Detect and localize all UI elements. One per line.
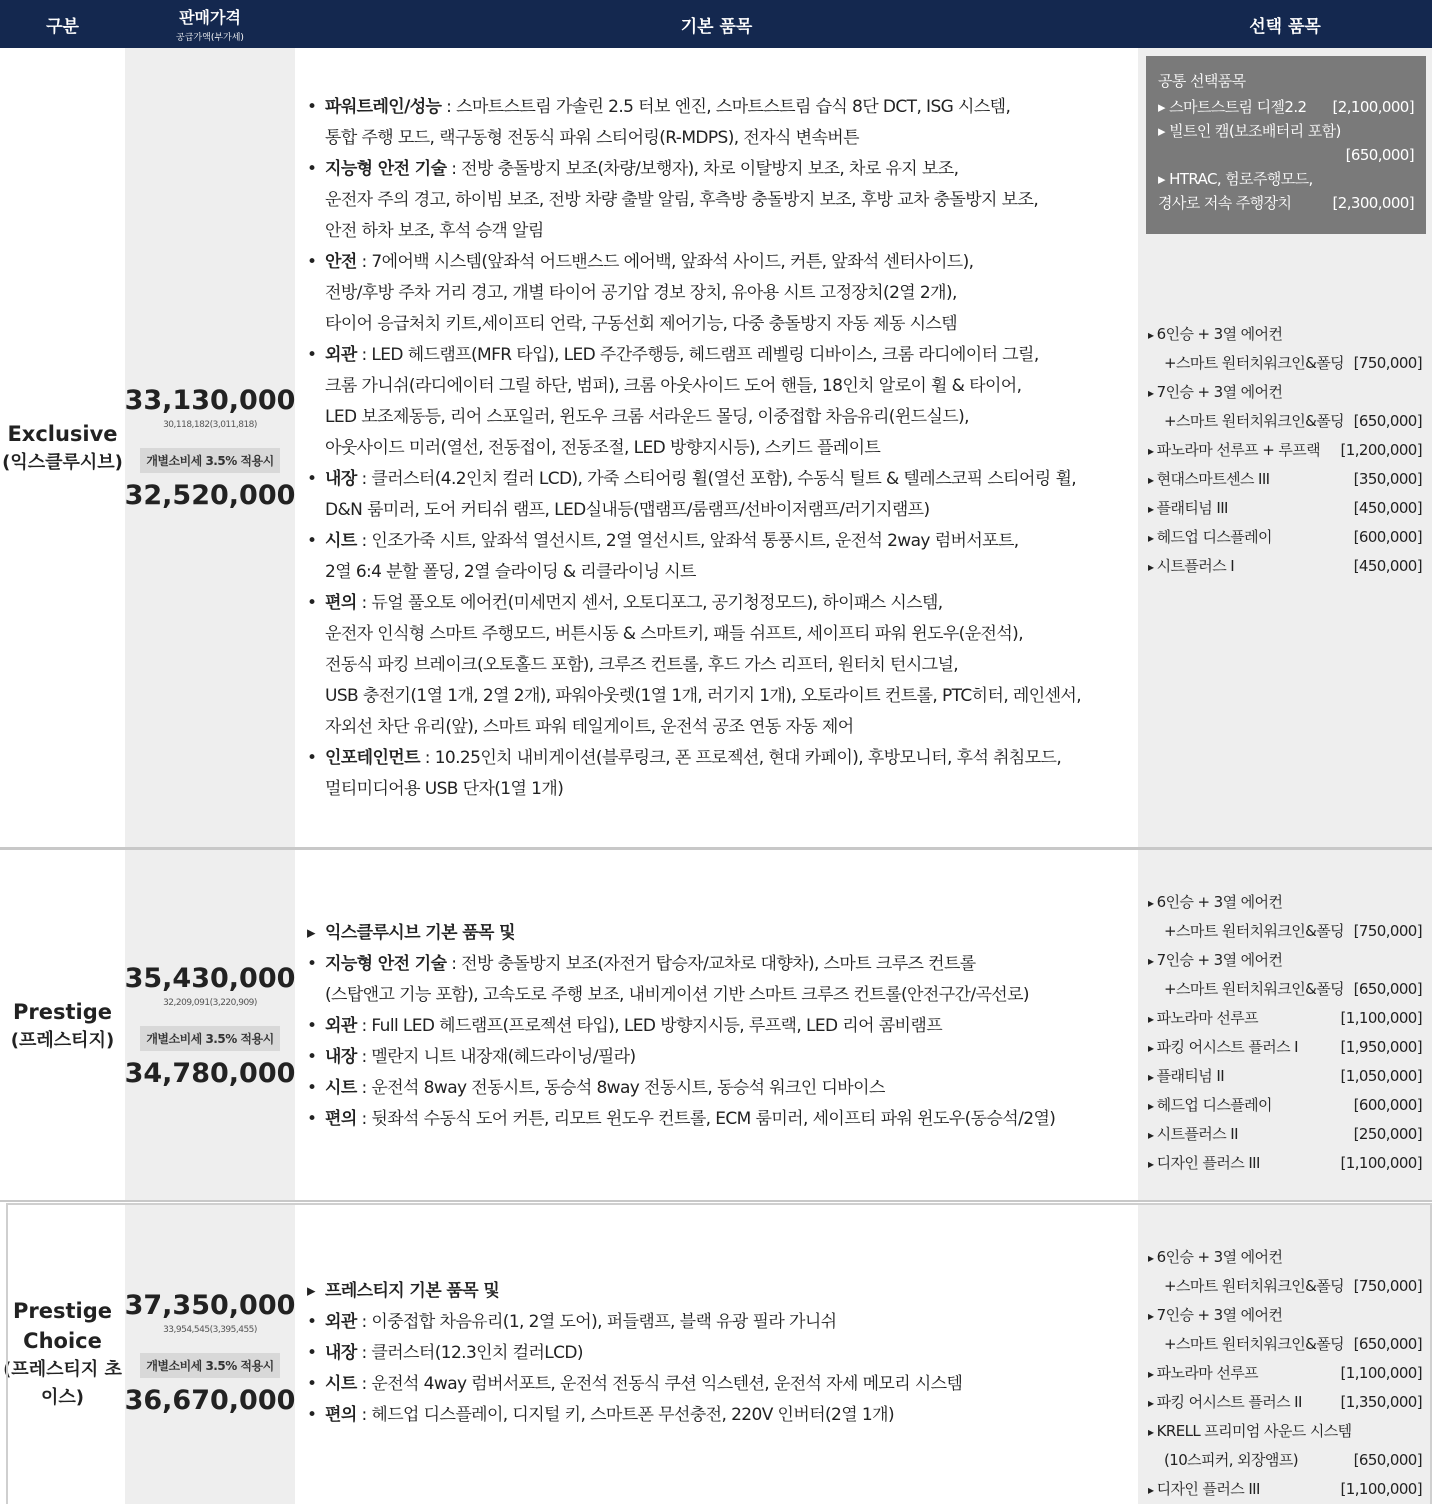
price-cell [125,1203,295,1504]
optional-item-name: ▸ 파노라마 선루프 + 루프랙 [1148,436,1320,465]
basic-item [305,949,1138,1011]
optional-item-name: +스마트 원터치워크인&폴딩 [1164,1335,1345,1353]
grade-name-ko: (익스클루시브) [2,452,123,473]
basic-item [305,588,1138,743]
optional-item [1148,1272,1422,1301]
basic-item-line: 타이어 응급처치 키트,세이프티 언락, 구동선회 제어기능, 다중 충돌방지 자동 제동 시스템 [325,313,958,334]
tax-applied-price: 34,780,000 [124,1057,296,1089]
price-cell [125,850,295,1202]
basic-item [305,92,1138,154]
common-options-title: 공통 선택품목 [1158,72,1246,90]
basic-item-line: 편의 : 뒷좌석 수동식 도어 커튼, 리모트 윈도우 컨트롤, ECM 룸미러, 세이프티 파워 윈도우(동승석/2열) [325,1108,1056,1129]
optional-item [1148,407,1422,436]
basic-item-line: 2열 6:4 분할 폴딩, 2열 슬라이딩 & 리클라이닝 시트 [325,561,696,582]
basic-item-text: 듀얼 풀오토 에어컨(미세먼지 센서, 오토디포그, 공기청정모드), 하이패스 시스템, [371,592,943,613]
basic-item-line: 시트 : 운전석 4way 럼버서포트, 운전석 전동식 쿠션 익스텐션, 운전석 자세 메모리 시스템 [325,1374,963,1394]
basic-item-text: 전방 충돌방지 보조(차량/보행자), 차로 이탈방지 보조, 차로 유지 보조, [461,158,959,179]
basic-item-line: LED 보조제동등, 리어 스포일러, 윈도우 크롬 서라운드 몰딩, 이중접합 차음유리(윈드실드), [325,406,969,427]
optional-item [1148,349,1422,378]
basic-item [305,1104,1138,1135]
basic-items [295,850,1138,1202]
grade-section [0,850,1432,1202]
basic-item-title: 안전 [325,251,357,272]
optional-item-name: (10스피커, 외장앰프) [1164,1451,1298,1469]
optional-item-price: [650,000] [1353,412,1422,430]
optional-item-name: ▸ 헤드업 디스플레이 [1148,1091,1272,1120]
optional-item-price: [450,000] [1353,557,1422,575]
optional-item [1148,1446,1422,1475]
basic-item-line [325,1276,1138,1307]
basic-item-title: 내장 [325,1343,357,1363]
bullet-icon: • [307,953,317,974]
optional-item-price: [600,000] [1353,1096,1422,1114]
optional-item-name: +스마트 원터치워크인&폴딩 [1164,412,1345,430]
optional-item [1148,494,1422,523]
optional-items [1138,1203,1432,1504]
optional-items [1138,850,1432,1202]
basic-item [305,1307,1138,1338]
basic-item [305,918,1138,949]
optional-item-name: ▸ 7인승 + 3열 에어컨 [1148,378,1282,407]
optional-item-name: ▸ 플래티넘 II [1148,1062,1224,1091]
basic-item-line: 크롬 가니쉬(라디에이터 그릴 하단, 범퍼), 크롬 아웃사이드 도어 핸들, 18인치 알로이 휠 & 타이어, [325,375,1022,396]
basic-item-line: 안전 : 7에어백 시스템(앞좌석 어드밴스드 에어백, 앞좌석 사이드, 커튼, 앞좌석 센터사이드), [325,251,974,272]
basic-item-title: 내장 [325,1046,357,1067]
basic-item-text: 10.25인치 내비게이션(블루링크, 폰 프로젝션, 현대 카페이), 후방모니터, 후석 취침모드, [434,747,1062,768]
supply-price: 30,118,182(3,011,818) [163,419,257,430]
grade-name [0,1203,125,1504]
section-divider [0,1200,1432,1202]
basic-item-title: 편의 [325,1405,357,1425]
optional-item [1148,1475,1422,1504]
optional-item-price: [1,100,000] [1340,1009,1422,1027]
price-cell [125,48,295,848]
supply-price: 32,209,091(3,220,909) [163,997,257,1008]
tax-applied-price: 32,520,000 [124,479,296,511]
grade-name-en: Prestige Choice [12,1298,112,1353]
basic-item-line: 시트 : 인조가죽 시트, 앞좌석 열선시트, 2열 열선시트, 앞좌석 통풍시트, 운전석 2way 럼버서포트, [325,530,1019,551]
optional-item-price: [750,000] [1353,922,1422,940]
common-option-price: [2,100,000] [1332,98,1414,116]
basic-item-title: 지능형 안전 기술 [325,953,447,974]
optional-item-price: [600,000] [1353,528,1422,546]
grade-name [0,850,125,1202]
optional-item-name: ▸ 6인승 + 3열 에어컨 [1148,1243,1282,1272]
optional-item [1148,1033,1422,1062]
optional-items [1138,48,1432,848]
basic-item-line: 편의 : 헤드업 디스플레이, 디지털 키, 스마트폰 무선충전, 220V 인버터(2열 1개) [325,1405,894,1425]
basic-item-title: 파워트레인/성능 [325,96,442,117]
bullet-icon: • [307,468,317,489]
basic-item-line: 전동식 파킹 브레이크(오토홀드 포함), 크루즈 컨트롤, 후드 가스 리프터, 원터치 턴시그널, [325,654,959,675]
optional-items-list [1148,1243,1422,1504]
basic-items [295,48,1138,848]
basic-item-title: 시트 [325,530,357,551]
tax-badge: 개별소비세 3.5% 적용시 [140,448,279,473]
basic-item-text: 클러스터(4.2인치 컬러 LCD), 가죽 스티어링 휠(열선 포함), 수동식 틸트 & 텔레스코픽 스티어링 휠, [371,468,1077,489]
optional-item-price: [650,000] [1353,1335,1422,1353]
basic-item [305,1400,1138,1431]
basic-item [305,247,1138,340]
basic-item-line: 운전자 인식형 스마트 주행모드, 버튼시동 & 스마트키, 패들 쉬프트, 세이프티 파워 윈도우(운전석), [325,623,1024,644]
optional-item [1148,1243,1422,1272]
optional-item-price: [650,000] [1353,980,1422,998]
table-header [0,0,1432,48]
basic-item-line: 파워트레인/성능 : 스마트스트림 가솔린 2.5 터보 엔진, 스마트스트림 습식 8단 DCT, ISG 시스템, [325,96,1011,117]
optional-item-price: [250,000] [1353,1125,1422,1143]
bullet-icon: • [307,344,317,365]
sale-price: 33,130,000 [124,384,296,416]
optional-item-name: ▸ 현대스마트센스 III [1148,465,1270,494]
basic-items-list [295,918,1138,1135]
basic-item-title: 내장 [325,468,357,489]
optional-item-name: ▸ 시트플러스 II [1148,1120,1238,1149]
basic-item-text: 운전석 8way 전동시트, 동승석 8way 전동시트, 동승석 워크인 디바이스 [371,1077,885,1098]
optional-item-name: ▸ 6인승 + 3열 에어컨 [1148,320,1282,349]
basic-item-line: 내장 : 멜란지 니트 내장재(헤드라이닝/필라) [325,1046,636,1067]
basic-item-line: 인포테인먼트 : 10.25인치 내비게이션(블루링크, 폰 프로젝션, 현대 카페이), 후방모니터, 후석 취침모드, [325,747,1062,768]
basic-item [305,743,1138,805]
basic-item [305,1042,1138,1073]
optional-item-price: [750,000] [1353,354,1422,372]
common-option-item [1146,167,1426,191]
optional-item-price: [750,000] [1353,1277,1422,1295]
basic-item-title: 외관 [325,1015,357,1036]
optional-items-list [1148,888,1422,1178]
common-option-item [1146,191,1426,215]
basic-item [305,1073,1138,1104]
basic-item-text: 헤드업 디스플레이, 디지털 키, 스마트폰 무선충전, 220V 인버터(2열 1개) [371,1405,894,1425]
optional-item [1148,1359,1422,1388]
tax-badge: 개별소비세 3.5% 적용시 [140,1353,279,1378]
basic-item-title: 시트 [325,1077,357,1098]
basic-item-text: 클러스터(12.3인치 컬러LCD) [371,1343,583,1363]
bullet-icon: • [307,1046,317,1067]
basic-item-line: 외관 : Full LED 헤드램프(프로젝션 타입), LED 방향지시등, 루프랙, LED 리어 콤비램프 [325,1015,943,1036]
sale-price: 37,350,000 [124,1290,296,1321]
bullet-icon: • [307,1343,317,1363]
optional-item [1148,378,1422,407]
header-grade: 구분 [46,16,79,37]
optional-item [1148,975,1422,1004]
bullet-icon: • [307,747,317,768]
basic-item-title: 편의 [325,592,357,613]
basic-item-line: 내장 : 클러스터(4.2인치 컬러 LCD), 가죽 스티어링 휠(열선 포함), 수동식 틸트 & 텔레스코픽 스티어링 휠, [325,468,1077,489]
optional-item [1148,523,1422,552]
basic-item-line: (스탑앤고 기능 포함), 고속도로 주행 보조, 내비게이션 기반 스마트 크루즈 컨트롤(안전구간/곡선로) [325,984,1029,1005]
optional-item-name: ▸ 파킹 어시스트 플러스 II [1148,1388,1302,1417]
basic-item-text: Full LED 헤드램프(프로젝션 타입), LED 방향지시등, 루프랙, LED 리어 콤비램프 [371,1015,943,1036]
grade-name-en: Exclusive [7,422,118,446]
optional-item-name: ▸ 파노라마 선루프 [1148,1004,1258,1033]
optional-item [1148,436,1422,465]
optional-item-price: [1,100,000] [1340,1364,1422,1382]
basic-item-line: 시트 : 운전석 8way 전동시트, 동승석 8way 전동시트, 동승석 워크인 디바이스 [325,1077,885,1098]
header-price-sub: 공급가액(부가세) [176,33,244,43]
supply-price: 33,954,545(3,395,455) [163,1325,257,1335]
basic-item [305,1276,1138,1307]
optional-item [1148,1091,1422,1120]
common-option-item [1146,95,1426,119]
basic-item [305,1011,1138,1042]
basic-item-text: 뒷좌석 수동식 도어 커튼, 리모트 윈도우 컨트롤, ECM 룸미러, 세이프티 파워 윈도우(동승석/2열) [371,1108,1056,1129]
sale-price: 35,430,000 [124,962,296,994]
header-optional-items: 선택 품목 [1249,16,1321,37]
basic-item-title: 인포테인먼트 [325,747,420,768]
optional-item-price: [1,100,000] [1340,1154,1422,1172]
optional-item-name: ▸ 디자인 플러스 III [1148,1475,1260,1504]
header-price [125,0,295,48]
optional-item [1148,946,1422,975]
basic-item-text: 인조가죽 시트, 앞좌석 열선시트, 2열 열선시트, 앞좌석 통풍시트, 운전석 2way 럼버서포트, [371,530,1019,551]
basic-item-title: 외관 [325,344,357,365]
optional-item-name: ▸ 7인승 + 3열 에어컨 [1148,946,1282,975]
basic-item-text: 7에어백 시스템(앞좌석 어드밴스드 에어백, 앞좌석 사이드, 커튼, 앞좌석 센터사이드), [371,251,974,272]
basic-item [305,340,1138,464]
basic-item [305,526,1138,588]
basic-item-title: 편의 [325,1108,357,1129]
basic-item [305,464,1138,526]
bullet-icon: • [307,158,317,179]
bullet-icon: • [307,530,317,551]
optional-item-price: [450,000] [1353,499,1422,517]
grade-name-ko: (프레스티지) [10,1030,115,1051]
common-option-price: [2,300,000] [1332,194,1414,212]
optional-item [1148,1330,1422,1359]
basic-item-line: D&N 룸미러, 도어 커티쉬 램프, LED실내등(맵램프/룸램프/선바이저램프/러기지램프) [325,499,930,520]
optional-item-price: [1,050,000] [1340,1067,1422,1085]
basic-item-text: 스마트스트림 가솔린 2.5 터보 엔진, 스마트스트림 습식 8단 DCT, ISG 시스템, [456,96,1011,117]
basic-item-text: 운전석 4way 럼버서포트, 운전석 전동식 쿠션 익스텐션, 운전석 자세 메모리 시스템 [371,1374,963,1394]
optional-item-price: [350,000] [1353,470,1422,488]
optional-item [1148,1062,1422,1091]
basic-item-text: LED 헤드램프(MFR 타입), LED 주간주행등, 헤드램프 레벨링 디바이스, 크롬 라디에이터 그릴, [371,344,1039,365]
arrow-icon: ▸ [307,922,315,943]
basic-items-list [295,1276,1138,1431]
optional-item [1148,465,1422,494]
common-option-name: ▸ 스마트스트림 디젤2.2 [1158,98,1307,116]
basic-item-line: 편의 : 듀얼 풀오토 에어컨(미세먼지 센서, 오토디포그, 공기청정모드), 하이패스 시스템, [325,592,943,613]
optional-item-name: ▸ 파노라마 선루프 [1148,1359,1258,1388]
basic-items [295,1203,1138,1504]
basic-item-line: USB 충전기(1열 1개, 2열 2개), 파워아웃렛(1열 1개, 러기지 1개), 오토라이트 컨트롤, PTC히터, 레인센서, [325,685,1082,706]
bullet-icon: • [307,1015,317,1036]
optional-item-price: [1,200,000] [1340,441,1422,459]
optional-item-name: ▸ 헤드업 디스플레이 [1148,523,1272,552]
optional-item-name: ▸ 6인승 + 3열 에어컨 [1148,888,1282,917]
optional-item-name: +스마트 원터치워크인&폴딩 [1164,1277,1345,1295]
basic-item-line: 외관 : 이중접합 차음유리(1, 2열 도어), 퍼들램프, 블랙 유광 필라 가니쉬 [325,1312,837,1332]
optional-item-name: ▸ 파킹 어시스트 플러스 I [1148,1033,1298,1062]
basic-item-text: 이중접합 차음유리(1, 2열 도어), 퍼들램프, 블랙 유광 필라 가니쉬 [371,1312,837,1332]
basic-item-text: 멜란지 니트 내장재(헤드라이닝/필라) [371,1046,636,1067]
basic-item-line: 지능형 안전 기술 : 전방 충돌방지 보조(차량/보행자), 차로 이탈방지 보조, 차로 유지 보조, [325,158,959,179]
basic-item [305,1369,1138,1400]
arrow-icon: ▸ [307,1281,315,1301]
optional-item-price: [1,350,000] [1340,1393,1422,1411]
common-option-name: 경사로 저속 주행장치 [1158,194,1292,212]
tax-applied-price: 36,670,000 [124,1385,296,1416]
common-options-box [1146,56,1426,234]
optional-item [1148,552,1422,581]
optional-item [1148,888,1422,917]
tax-badge: 개별소비세 3.5% 적용시 [140,1026,279,1051]
grade-name-ko: (프레스티지 초이스) [3,1358,122,1408]
bullet-icon: • [307,251,317,272]
basic-item-line: 외관 : LED 헤드램프(MFR 타입), LED 주간주행등, 헤드램프 레벨링 디바이스, 크롬 라디에이터 그릴, [325,344,1039,365]
basic-item-line: 지능형 안전 기술 : 전방 충돌방지 보조(자전거 탑승자/교차로 대향차), 스마트 크루즈 컨트롤 [325,953,976,974]
bullet-icon: • [307,1077,317,1098]
bullet-icon: • [307,1405,317,1425]
bullet-icon: • [307,1108,317,1129]
optional-item-name: +스마트 원터치워크인&폴딩 [1164,354,1345,372]
bullet-icon: • [307,592,317,613]
basic-item-line: 안전 하차 보조, 후석 승객 알림 [325,220,544,241]
grade-name-en: Prestige [12,1000,112,1024]
basic-item-line: 통합 주행 모드, 랙구동형 전동식 파워 스티어링(R-MDPS), 전자식 변속버튼 [325,127,859,148]
optional-item [1148,1120,1422,1149]
optional-item-name: ▸ KRELL 프리미엄 사운드 시스템 [1148,1417,1352,1446]
basic-item-line: 전방/후방 주차 거리 경고, 개별 타이어 공기압 경보 장치, 유아용 시트 고정장치(2열 2개), [325,282,957,303]
common-option-name: ▸ 빌트인 캠(보조배터리 포함) [1158,122,1341,140]
common-option-name: ▸ HTRAC, 험로주행모드, [1158,170,1313,188]
common-option-item [1146,119,1426,143]
grade-section [0,48,1432,848]
optional-item [1148,1301,1422,1330]
grade-name [0,48,125,848]
common-option-price: [650,000] [1345,146,1414,164]
optional-items-list [1148,320,1422,581]
optional-item-name: ▸ 7인승 + 3열 에어컨 [1148,1301,1282,1330]
basic-item-line: 자외선 차단 유리(앞), 스마트 파워 테일게이트, 운전석 공조 연동 자동 제어 [325,716,854,737]
optional-item-price: [1,950,000] [1340,1038,1422,1056]
basic-item-line [325,918,1138,949]
basic-item-title: 익스클루시브 기본 품목 및 [325,922,515,943]
basic-item-line: 멀티미디어용 USB 단자(1열 1개) [325,778,564,799]
basic-item-title: 지능형 안전 기술 [325,158,447,179]
optional-item-name: ▸ 플래티넘 III [1148,494,1228,523]
basic-item-line: 내장 : 클러스터(12.3인치 컬러LCD) [325,1343,583,1363]
basic-item-title: 시트 [325,1374,357,1394]
optional-item [1148,917,1422,946]
optional-item-price: [1,100,000] [1340,1480,1422,1498]
optional-item [1148,1149,1422,1178]
basic-item-line: 아웃사이드 미러(열선, 전동접이, 전동조절, LED 방향지시등), 스키드 플레이트 [325,437,881,458]
optional-item-name: +스마트 원터치워크인&폴딩 [1164,922,1345,940]
bullet-icon: • [307,1312,317,1332]
optional-item [1148,1004,1422,1033]
basic-item-line: 운전자 주의 경고, 하이빔 보조, 전방 차량 출발 알림, 후측방 충돌방지 보조, 후방 교차 충돌방지 보조, [325,189,1039,210]
optional-item-name: ▸ 시트플러스 I [1148,552,1234,581]
optional-item-name: ▸ 디자인 플러스 III [1148,1149,1260,1178]
bullet-icon: • [307,96,317,117]
basic-item-title: 외관 [325,1312,357,1332]
header-basic-items: 기본 품목 [680,16,753,37]
header-price-label: 판매가격 [179,8,241,27]
optional-item-name: +스마트 원터치워크인&폴딩 [1164,980,1345,998]
optional-item [1148,1417,1422,1446]
basic-item-title: 프레스티지 기본 품목 및 [325,1281,500,1301]
optional-item [1148,1388,1422,1417]
basic-item-text: 전방 충돌방지 보조(자전거 탑승자/교차로 대향차), 스마트 크루즈 컨트롤 [461,953,976,974]
section-divider [0,847,1432,850]
grade-section [0,1203,1432,1504]
bullet-icon: • [307,1374,317,1394]
optional-item-price: [650,000] [1353,1451,1422,1469]
basic-item [305,1338,1138,1369]
optional-item [1148,320,1422,349]
basic-items-list [295,92,1138,805]
basic-item [305,154,1138,247]
